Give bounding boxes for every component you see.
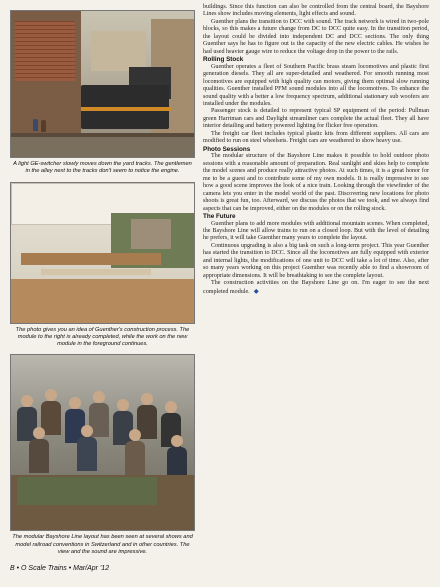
page-footer: B • O Scale Trains • Mar/Apr '12 [10, 565, 110, 572]
photo-caption [12, 161, 193, 176]
visitor [129, 429, 141, 441]
rock-face [131, 219, 171, 249]
background-structure [91, 31, 146, 71]
final-sentence: The construction activities on the Bayshore Line go on. I'm eager to see the next completed module. [203, 280, 429, 295]
visitor [125, 441, 145, 475]
roadbed [41, 269, 151, 275]
visitor [45, 389, 57, 401]
body-paragraph: The modular structure of the Bayshore Line makes it possible to hold outdoor photo sessions with a reasonable amount of preparation. Real sunlight and skies help to complete the model scenes and produce really attractive photos. At such times, it is a great honor for me to be a guest and to contribute some of my own models. It is really impressive to see how a good scene improves the look of a nice train. Looking through the viewfinder of the camera lets you enter in the model world of the past. Discovering new locations for photo shoots is great fun, too. Afterward, we discuss the photos that we took, and we always find aspects that can be improved, either on the modules or on the rolling stock. [203, 153, 429, 212]
visitor [29, 439, 49, 473]
visitor [117, 399, 129, 411]
body-paragraph: Guenther plans to add more modules with additional mountain scenes. When completed, the Bayshore Line will allow trains to run on a closed loop. But with the level of detailing he prefers, it will take Guenther many years to complete the layout. [203, 220, 429, 242]
visitor [77, 437, 97, 471]
visitor [141, 393, 153, 405]
caption-text: The modular Bayshore Line layout has been seen at several shows and model railroad conventions in Switzerland and in other countries. The view and the sound are impressive. [12, 534, 193, 556]
visitor [171, 435, 183, 447]
visitor [33, 427, 45, 439]
model-layout-module [17, 477, 157, 505]
brick-wall [15, 21, 75, 81]
subhead-the-future: The Future [203, 212, 236, 220]
visitor [21, 395, 33, 407]
visitor [69, 397, 81, 409]
subhead-rolling-stock: Rolling Stock [203, 56, 244, 64]
body-paragraph: Guenther plans the transition to DCC with sound. The track network is wired in two-pole blocks, so this makes a future change from DC to DCC quite easy. In the transition period, the layout could be divided into independent DC and DCC sections. The only thing Guenther says he has to figure out is the capacity of the new electric cables. He wishes he had used heavier gauge wire to reduce the voltage drop in the power to the rails. [203, 18, 429, 55]
body-paragraph: Guenther operates a fleet of Southern Pacific brass steam locomotives and plastic first generation diesels. They all are super-detailed and weathered. For smooth running most locomotives are equipped with high quality can motors, giving them optimal slow running qualities. Guenther installed PFM sound modules into all the locomotives. To enhance the sound quality with a better a low frequency spectrum, additional stationary sub woofers are installed under the modules. [203, 63, 429, 108]
article-body [203, 4, 429, 296]
body-paragraph: Continuous upgrading is also a big task on such a long-term project. This year Guenther has started the transition to DCC. Since all the locomotives are fully equipped with exterior and internal lights, the modifications of one unit to DCC will take a lot of time. Also, after so many years working on this project Guenther was recently able to find a showroom of appropriate dimensions. It will be breathtaking to see the complete layout. [203, 242, 429, 279]
body-paragraph: buildings. Since this function can also be controlled from the central board, the Bayshore Lines show includes moving elements, light effects and sound. [203, 4, 429, 18]
locomotive-stripe [81, 107, 171, 111]
end-mark-icon: ◆ [253, 287, 259, 295]
caption-text: The photo gives you an idea of Guenther's construction process. The module to the right is already completed, while the work on the new module in the foreground continues. [15, 326, 190, 348]
caption-text: A light GE-switcher slowly moves down the yard tracks. The gentlemen in the alley next to the tracks don't seem to notice the engine. [13, 161, 192, 175]
figure-gentleman [33, 119, 38, 131]
body-paragraph-final [203, 280, 429, 296]
new-module-benchwork [11, 279, 195, 323]
yard-ground [11, 137, 195, 157]
left-column [10, 10, 195, 556]
subhead-photo-sessions: Photo Sessions [203, 145, 251, 153]
visitor [165, 401, 177, 413]
module-frame [21, 253, 161, 265]
body-paragraph: The freight car fleet includes typical plastic kits from different suppliers. All cars are modified to run on steel wheelsets. Freight cars are weathered to show heavy use. [203, 130, 429, 145]
photo-exhibition-crowd [10, 354, 195, 531]
figure-gentleman [41, 120, 46, 132]
photo-switcher-yard [10, 10, 195, 158]
photo-caption [12, 534, 193, 556]
body-paragraph: Passenger stock is detailed to represent typical SP equipment of the period: Pullman green Harriman cars and Daylight streamliner cars complete the actual fleet. They all have interior detailing and battery powered lighting for flicker free operation. [203, 108, 429, 130]
photo-construction [10, 182, 195, 324]
photo-caption [12, 327, 193, 349]
visitor [93, 391, 105, 403]
visitor [113, 411, 133, 445]
